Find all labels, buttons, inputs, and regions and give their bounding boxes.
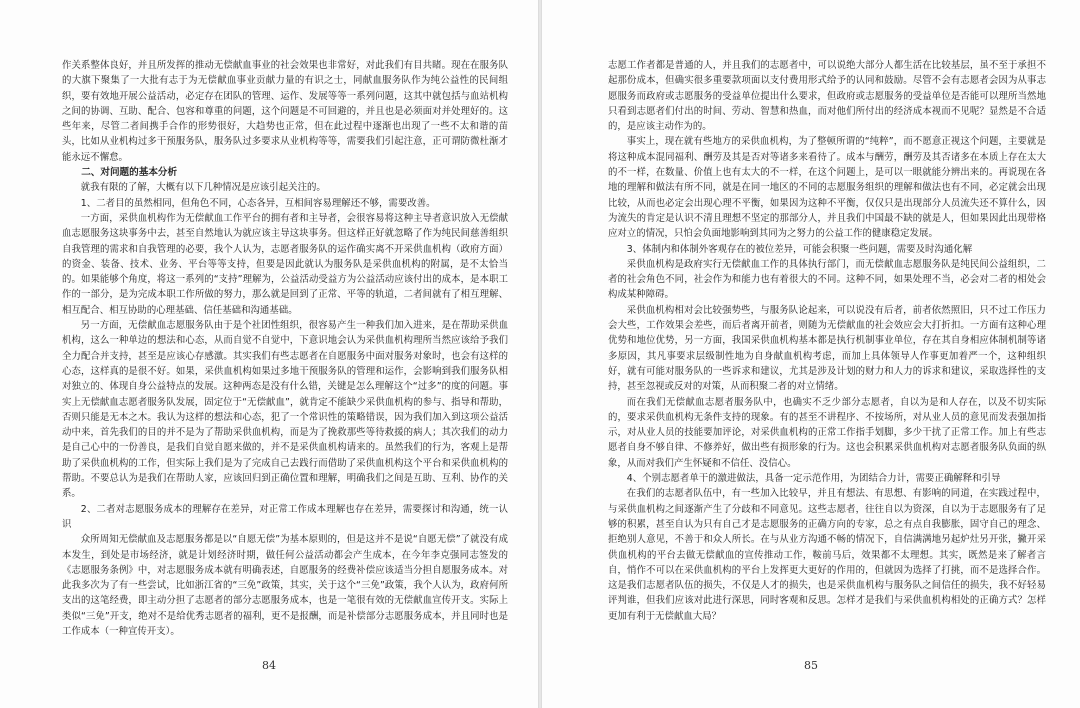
paragraph: 另一方面，无偿献血志愿服务队由于是个社团性组织，很容易产生一种我们加入进来，是在帮助采供血机构，这么一种单边的想法和心态，从而自觉不自觉中，下意识地会认为采供血机构理所当然应该给予我们全力配合并支持，甚至是应该心存感激。其实我们有些志愿者在自愿服务中面对服务对象时，也会有这样的心态，这样真的是很不好。如果，采供血机构如果过多地干预服务队的管理和运作，会影响到我们服务队相对独立的、体现自身公益特点的发展。这种两态是没有什么错，关键是怎么理解这个“过多”的度的问题。事实上无偿献血志愿者服务队发展，固定位于“无偿献血”，就肯定不能缺少采供血机构的参与、指导和帮助，否则只能是无本之木。我认为这样的想法和心态，犯了一个常识性的策略错误，因为我们加入到这项公益活动中来，首先我们的目的并不是为了帮助采供血机构，而是为了挽救那些等待救援的病人；其次我们的动力是自己心中的一份善良，是我们自觉自愿来做的，并不是采供血机构请来的。虽然我们的行为，客观上是帮助了采供血机构的工作，但实际上我们是为了完成自己去践行而借助了采供血机构这个平台和采供血机构的帮助。不要总认为是我们在帮助人家，应该回归到正确位置和理解，明确我们之间是互助、互利、协作的关系。 [62, 320, 508, 500]
paragraph: 3、体制内和体制外客观存在的被位差异，可能会积聚一些问题，需要及时沟通化解 [626, 243, 973, 255]
paragraph: 作关系整体良好，并且所发挥的推动无偿献血事业的社会效果也非常好，对此我们有目共睹。现在在服务队的大旗下聚集了一大批有志于为无偿献血事业贡献力量的有识之士，同献血服务队作为纯公益性的民间组织，要有效地开展公益活动，必定存在团队的管理、运作、发展等等一系列问题，这其中就包括与血站机构之间的协调、互助、配合、包容和尊重的问题，这个问题是不可回避的，并且也是必须面对并处理好的。这些年来，尽管二者间携手合作的形势很好，大趋势也正常，但在此过程中逐渐也出现了一些不太和谐的苗头，比如从业机构过多干预服务队，服务队过多要求从业机构等等，需要我们引起注意，正可谓防微杜渐才能永远不懈怠。 [62, 60, 508, 163]
paragraph: 1、二者目的虽然相同，但角色不同，心态各异，互相间容易理解还不够，需要改善。 [80, 197, 436, 209]
right-page-body [608, 58, 1046, 624]
paragraph: 就我有限的了解，大概有以下几种情况是应该引起关注的。 [80, 182, 326, 194]
paragraph: 事实上，现在就有些地方的采供血机构，为了整顿所谓的“纯粹”，而不愿意正视这个问题，主要就是将这种成本混同福利、酬劳及其是否对等诸多来看待了。成本与酬劳，酬劳及其否诸多在本质上存在太大的不一样，在数量、价值上也有太大的不一样，在这个问题上，是可以一眼就能分辨出来的。再说现在各地的理解和做法有所不同，就是在同一地区的不同的志愿服务组织的理解和做法也有不同，必定就会出现比较，从而也必定会出现心理不平衡，如果因为这种不平衡，仅仅只是出现部分人员流失还不算什么，因为流失的肯定是认识不清且理想不坚定的那部分人，并且我们中国最不缺的就是人，但如果因此出现带格应对立的情况，只怕会负面地影响到其同为之努力的公益工作的健康稳定发展。 [608, 136, 1046, 240]
paragraph: 4、个别志愿者单干的激进做法，具备一定示范作用，为团结合力计，需要正确解释和引导 [626, 473, 1001, 485]
paragraph: 2、二者对志愿服务成本的理解存在差异，对正常工作成本理解也存在差异，需要探讨和沟通，统一认识 [62, 503, 508, 530]
paragraph: 一方面，采供血机构作为无偿献血工作平台的拥有者和主导者，会很容易将这种主导者意识放入无偿献血志愿服务这块事务中去，甚至自然地认为就应该主导这块事务。但这样正好就忽略了作为纯民间慈善组织自我管理的需求和自我管理的必要，我个人认为，志愿者服务队的运作确实离不开采供血机构（政府方面）的资金、装备、技术、业务、平台等等支持，但要是因此就认为服务队是采供血机构的附属，是不太恰当的。如果能够个角度，将这一系列的“支持”理解为，公益活动受益方为公益活动应该付出的成本，是本职工作的一部分，是为完成本职工作所做的努力，那么就是回到了正常、平等的轨道，二者间就有了相互理解、相互配合、相互协助的心理基础、信任基础和沟通基础。 [62, 212, 508, 316]
paragraph: 而在我们无偿献血志愿者服务队中，也确实不乏少部分志愿者，自以为是和人存在，以及不切实际的，要求采供血机构无条件支持的现象。有的甚至不讲程序、不按场所，对从业人员的意见而发表强加指示，对从业人员的技能要加评论，对采供血机构的正常工作指手划脚，多少干扰了正常工作。加上有些志愿者自身不够自律、不修养好，做出些有损形象的行为。这也会积累采供血机构对志愿者服务队负面的纵象，从而对我们产生怀疑和不信任、没信心。 [608, 396, 1046, 469]
page-number-left: 84 [262, 659, 276, 672]
paragraph: 志愿工作者都是普通的人，并且我们的志愿者中，可以说绝大部分人都生活在比较基层，虽不至于承担不起那份成本，但确实很多重要款项面以支付费用形式给予的认同和鼓励。尽管不会有志愿者会因为从事志愿服务而政府或志愿服务的受益单位提出什么要求，但政府或志愿服务的受益单位是否能可以理所当然地只看到志愿者们付出的时间、劳动、智慧和热血，而对他们所付出的经济成本视而不见呢？显然是不合适的，是应该主动作为的。 [608, 60, 1046, 133]
section-heading: 二、对问题的基本分析 [81, 167, 178, 179]
paragraph: 众所周知无偿献血及志愿服务都是以“自愿无偿”为基本原则的，但是这并不是说“自愿无偿”了就没有成本发生，到处是市场经济，就是计划经济时期，做任何公益活动都会产生成本，在今年李克强同志签发的《志愿服务条例》中，对志愿服务成本就有明确表述，自愿服务的经费补偿应该适当分担自愿服务成本。对此我多次为了有一些尝试，比如浙江省的“三免”政策，其实，关于这个“三免”政策，我个人认为，政府何所支出的这笔经费，即主动分担了志愿者的部分志愿服务成本，也是一笔很有效的无偿献血宣传开支。实际上类似“三免”开支，绝对不是给优秀志愿者的福利，更不是报酬，而是补偿部分志愿服务成本，并且同时也是工作成本（一种宣传开支）。 [62, 534, 508, 637]
paragraph: 采供血机构相对会比较强势些，与服务队论起来，可以说没有后者，前者依然照旧，只不过工作压力会大些，工作效果会差些，而后者离开前者，则随为无偿献血的社会效应会大打折扣。一方面有这种心理优势和地位优势，另一方面，我国采供血机构基本都是执行机制事业单位，存在其自身相应体制机制等诸多原因，其凡事要求层级制性地为自身献血机构考虑，而加上具体领导人作事更加着严一个，这种组织好，就有可能对服务队的一些诉求和建议，尤其是涉及计划的财力和人力的诉求和建议，采取选择性的支持，甚至忽视或反对的对策，从而积聚二者的对立情绪。 [608, 304, 1046, 393]
paragraph: 在我们的志愿者队伍中，有一些加入比较早，并且有想法、有思想、有影响的同道，在实践过程中，与采供血机构之间逐渐产生了分歧和不同意见。这些志愿者，往往自以为资深，自以为于志愿服务有了足够的积累，甚至自认为只有自己才是志愿服务的正确方向的专家，总之有点自我膨胀，固守自己的理念、拒绝别人意见，不善于和众人所长。在与从业方沟通不畅的情况下，自信满满地另起炉灶另开张，撇开采供血机构的平台去做无偿献血的宣传推动工作，鞍前马后，效果都不太理想。其实，既然是来了解者言自，悄作不可以在采供血机构的平台上发挥更大更好的作用的，但就因为选择了打挑，而不是选择合作。这是我们志愿者队伍的损失，不仅是人才的损失，也是采供血机构与服务队之间信任的损失，我不好轻易评判谁，但我们应该对此进行深思，同时客观和反思。怎样才是我们与采供血机构相处的正确方式？怎样更加有利于无偿献血大局？ [608, 488, 1046, 622]
page-number-right: 85 [804, 659, 818, 672]
left-page-body [62, 58, 508, 639]
paragraph: 采供血机构是政府实行无偿献血工作的具体执行部门，而无偿献血志愿服务队是纯民间公益组织，二者的社会角色不同，社会作为和能力也有着很大的不同。这种不同，如果处理不当，必会对二者的相处会构成某种障碍。 [608, 258, 1046, 301]
left-page [0, 0, 538, 708]
right-page [542, 0, 1080, 708]
